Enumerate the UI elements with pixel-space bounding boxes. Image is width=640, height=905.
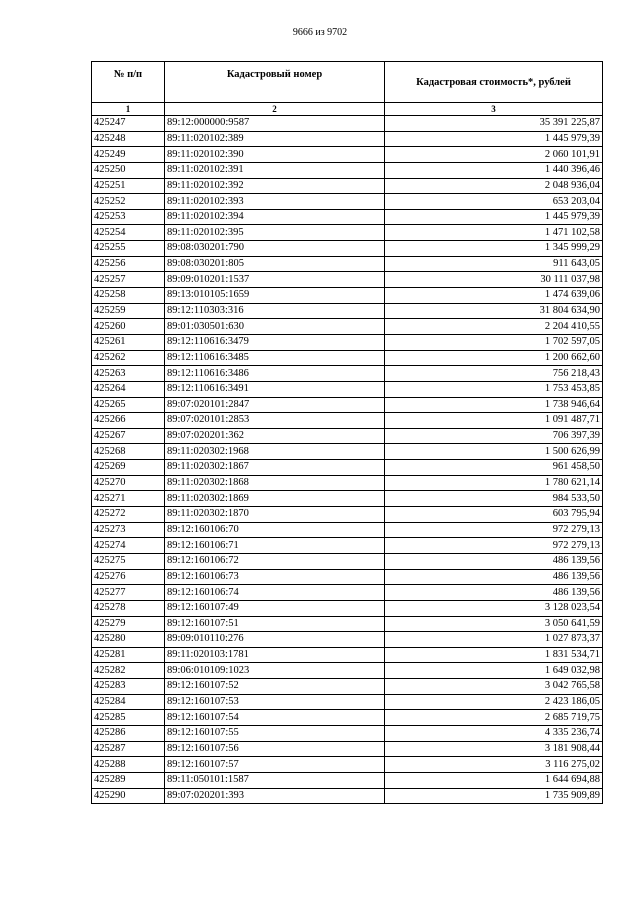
cadastral-value-cell: 3 042 765,58 (385, 679, 603, 695)
cadastral-value-cell: 1 440 396,46 (385, 162, 603, 178)
table-row (92, 585, 603, 601)
row-number-cell: 425267 (92, 428, 165, 444)
cadastral-number-cell: 89:11:020102:390 (165, 147, 385, 163)
cadastral-number-cell: 89:12:110303:316 (165, 303, 385, 319)
cadastral-value-cell: 972 279,13 (385, 538, 603, 554)
table-row (92, 413, 603, 429)
cadastral-number-cell: 89:06:010109:1023 (165, 663, 385, 679)
cadastral-value-cell: 35 391 225,87 (385, 116, 603, 132)
row-number-cell: 425289 (92, 772, 165, 788)
table-row (92, 507, 603, 523)
column-number-1: 1 (92, 103, 165, 116)
column-number-row (92, 103, 603, 116)
cadastral-value-cell: 1 644 694,88 (385, 772, 603, 788)
table-row (92, 241, 603, 257)
cadastral-value-cell: 1 091 487,71 (385, 413, 603, 429)
cadastral-number-cell: 89:11:020102:392 (165, 178, 385, 194)
row-number-cell: 425281 (92, 647, 165, 663)
table-row (92, 116, 603, 132)
row-number-cell: 425256 (92, 256, 165, 272)
cadastral-value-cell: 1 471 102,58 (385, 225, 603, 241)
cadastral-number-cell: 89:11:020302:1869 (165, 491, 385, 507)
row-number-cell: 425269 (92, 460, 165, 476)
table-row (92, 178, 603, 194)
cadastral-number-cell: 89:12:160107:51 (165, 616, 385, 632)
table-row (92, 444, 603, 460)
row-number-cell: 425249 (92, 147, 165, 163)
row-number-cell: 425254 (92, 225, 165, 241)
cadastral-value-cell: 2 685 719,75 (385, 710, 603, 726)
cadastral-number-cell: 89:11:020103:1781 (165, 647, 385, 663)
row-number-cell: 425274 (92, 538, 165, 554)
cadastral-value-cell: 1 200 662,60 (385, 350, 603, 366)
cadastral-value-cell: 756 218,43 (385, 366, 603, 382)
cadastral-number-cell: 89:11:020102:393 (165, 194, 385, 210)
table-row (92, 741, 603, 757)
table-row (92, 663, 603, 679)
row-number-cell: 425283 (92, 679, 165, 695)
row-number-cell: 425248 (92, 131, 165, 147)
cadastral-number-cell: 89:12:110616:3485 (165, 350, 385, 366)
table-row (92, 319, 603, 335)
cadastral-number-cell: 89:12:160107:49 (165, 600, 385, 616)
table-row (92, 491, 603, 507)
row-number-cell: 425266 (92, 413, 165, 429)
row-number-cell: 425284 (92, 694, 165, 710)
cadastral-number-cell: 89:13:010105:1659 (165, 288, 385, 304)
cadastral-number-cell: 89:11:020302:1870 (165, 507, 385, 523)
cadastral-value-cell: 653 203,04 (385, 194, 603, 210)
cadastral-number-cell: 89:12:160107:57 (165, 757, 385, 773)
table-row (92, 334, 603, 350)
row-number-cell: 425268 (92, 444, 165, 460)
row-number-cell: 425253 (92, 209, 165, 225)
table-row (92, 757, 603, 773)
table-row (92, 475, 603, 491)
table-row (92, 350, 603, 366)
cadastral-value-cell: 706 397,39 (385, 428, 603, 444)
cadastral-number-cell: 89:07:020101:2847 (165, 397, 385, 413)
cadastral-number-cell: 89:12:110616:3479 (165, 334, 385, 350)
row-number-cell: 425252 (92, 194, 165, 210)
row-number-cell: 425247 (92, 116, 165, 132)
header-cadastral-number: Кадастровый номер (165, 62, 385, 103)
cadastral-value-cell: 3 116 275,02 (385, 757, 603, 773)
cadastral-value-cell: 1 027 873,37 (385, 632, 603, 648)
table-row (92, 647, 603, 663)
cadastral-number-cell: 89:12:160106:73 (165, 569, 385, 585)
cadastral-number-cell: 89:11:020302:1867 (165, 460, 385, 476)
cadastral-number-cell: 89:11:050101:1587 (165, 772, 385, 788)
table-row (92, 225, 603, 241)
table-row (92, 272, 603, 288)
cadastral-value-cell: 603 795,94 (385, 507, 603, 523)
table-row (92, 288, 603, 304)
table-row (92, 522, 603, 538)
table-row (92, 710, 603, 726)
cadastral-number-cell: 89:12:160106:72 (165, 553, 385, 569)
cadastral-number-cell: 89:12:110616:3486 (165, 366, 385, 382)
cadastral-value-table (91, 61, 603, 804)
row-number-cell: 425285 (92, 710, 165, 726)
table-body (92, 116, 603, 804)
cadastral-value-cell: 1 738 946,64 (385, 397, 603, 413)
table-row (92, 147, 603, 163)
page-number: 9666 из 9702 (292, 27, 348, 38)
cadastral-value-cell: 2 048 936,04 (385, 178, 603, 194)
header-cadastral-value: Кадастровая стоимость*, рублей (385, 62, 603, 103)
table-row (92, 366, 603, 382)
row-number-cell: 425287 (92, 741, 165, 757)
row-number-cell: 425258 (92, 288, 165, 304)
table-row (92, 194, 603, 210)
table-row (92, 553, 603, 569)
cadastral-value-cell: 486 139,56 (385, 553, 603, 569)
cadastral-value-cell: 3 128 023,54 (385, 600, 603, 616)
table-row (92, 616, 603, 632)
cadastral-number-cell: 89:11:020302:1968 (165, 444, 385, 460)
cadastral-value-cell: 984 533,50 (385, 491, 603, 507)
row-number-cell: 425273 (92, 522, 165, 538)
cadastral-number-cell: 89:12:160107:55 (165, 725, 385, 741)
column-number-2: 2 (165, 103, 385, 116)
cadastral-value-cell: 2 423 186,05 (385, 694, 603, 710)
cadastral-value-cell: 1 445 979,39 (385, 209, 603, 225)
header-row-number: № п/п (92, 62, 165, 103)
cadastral-value-cell: 1 831 534,71 (385, 647, 603, 663)
cadastral-number-cell: 89:11:020102:391 (165, 162, 385, 178)
table-row (92, 131, 603, 147)
cadastral-value-cell: 972 279,13 (385, 522, 603, 538)
cadastral-number-cell: 89:09:010201:1537 (165, 272, 385, 288)
row-number-cell: 425290 (92, 788, 165, 804)
cadastral-number-cell: 89:07:020201:393 (165, 788, 385, 804)
row-number-cell: 425275 (92, 553, 165, 569)
cadastral-value-cell: 3 050 641,59 (385, 616, 603, 632)
cadastral-number-cell: 89:12:160107:53 (165, 694, 385, 710)
cadastral-value-cell: 2 204 410,55 (385, 319, 603, 335)
cadastral-number-cell: 89:12:160107:56 (165, 741, 385, 757)
cadastral-number-cell: 89:11:020302:1868 (165, 475, 385, 491)
row-number-cell: 425288 (92, 757, 165, 773)
row-number-cell: 425261 (92, 334, 165, 350)
row-number-cell: 425265 (92, 397, 165, 413)
table-row (92, 679, 603, 695)
cadastral-number-cell: 89:12:000000:9587 (165, 116, 385, 132)
cadastral-value-cell: 2 060 101,91 (385, 147, 603, 163)
table-row (92, 725, 603, 741)
cadastral-number-cell: 89:11:020102:389 (165, 131, 385, 147)
cadastral-value-cell: 1 753 453,85 (385, 381, 603, 397)
row-number-cell: 425280 (92, 632, 165, 648)
table-row (92, 569, 603, 585)
cadastral-number-cell: 89:12:110616:3491 (165, 381, 385, 397)
cadastral-number-cell: 89:08:030201:790 (165, 241, 385, 257)
cadastral-value-cell: 1 500 626,99 (385, 444, 603, 460)
cadastral-value-cell: 486 139,56 (385, 569, 603, 585)
row-number-cell: 425257 (92, 272, 165, 288)
table-row (92, 694, 603, 710)
row-number-cell: 425282 (92, 663, 165, 679)
table-row (92, 209, 603, 225)
row-number-cell: 425270 (92, 475, 165, 491)
row-number-cell: 425271 (92, 491, 165, 507)
row-number-cell: 425255 (92, 241, 165, 257)
cadastral-value-cell: 4 335 236,74 (385, 725, 603, 741)
cadastral-number-cell: 89:11:020102:395 (165, 225, 385, 241)
table-row (92, 303, 603, 319)
row-number-cell: 425286 (92, 725, 165, 741)
row-number-cell: 425250 (92, 162, 165, 178)
cadastral-number-cell: 89:12:160106:74 (165, 585, 385, 601)
cadastral-number-cell: 89:12:160107:52 (165, 679, 385, 695)
cadastral-number-cell: 89:07:020101:2853 (165, 413, 385, 429)
table-row (92, 460, 603, 476)
cadastral-number-cell: 89:07:020201:362 (165, 428, 385, 444)
cadastral-value-cell: 31 804 634,90 (385, 303, 603, 319)
cadastral-value-cell: 1 649 032,98 (385, 663, 603, 679)
column-number-3: 3 (385, 103, 603, 116)
table-row (92, 632, 603, 648)
table-row (92, 538, 603, 554)
table-row (92, 428, 603, 444)
cadastral-number-cell: 89:12:160106:70 (165, 522, 385, 538)
table-row (92, 256, 603, 272)
table-row (92, 772, 603, 788)
row-number-cell: 425260 (92, 319, 165, 335)
cadastral-value-cell: 911 643,05 (385, 256, 603, 272)
row-number-cell: 425264 (92, 381, 165, 397)
table-row (92, 397, 603, 413)
table-row (92, 381, 603, 397)
cadastral-value-cell: 3 181 908,44 (385, 741, 603, 757)
table-row (92, 788, 603, 804)
row-number-cell: 425251 (92, 178, 165, 194)
cadastral-number-cell: 89:01:030501:630 (165, 319, 385, 335)
table-header-row (92, 62, 603, 103)
row-number-cell: 425259 (92, 303, 165, 319)
cadastral-value-cell: 1 474 639,06 (385, 288, 603, 304)
cadastral-value-cell: 30 111 037,98 (385, 272, 603, 288)
cadastral-number-cell: 89:12:160107:54 (165, 710, 385, 726)
cadastral-number-cell: 89:12:160106:71 (165, 538, 385, 554)
row-number-cell: 425263 (92, 366, 165, 382)
row-number-cell: 425278 (92, 600, 165, 616)
cadastral-value-cell: 1 780 621,14 (385, 475, 603, 491)
row-number-cell: 425272 (92, 507, 165, 523)
table-row (92, 600, 603, 616)
cadastral-value-cell: 1 702 597,05 (385, 334, 603, 350)
cadastral-number-cell: 89:09:010110:276 (165, 632, 385, 648)
row-number-cell: 425277 (92, 585, 165, 601)
cadastral-value-cell: 486 139,56 (385, 585, 603, 601)
cadastral-number-cell: 89:08:030201:805 (165, 256, 385, 272)
row-number-cell: 425276 (92, 569, 165, 585)
cadastral-value-cell: 961 458,50 (385, 460, 603, 476)
cadastral-value-cell: 1 735 909,89 (385, 788, 603, 804)
row-number-cell: 425262 (92, 350, 165, 366)
row-number-cell: 425279 (92, 616, 165, 632)
cadastral-value-cell: 1 345 999,29 (385, 241, 603, 257)
cadastral-value-cell: 1 445 979,39 (385, 131, 603, 147)
table-row (92, 162, 603, 178)
cadastral-number-cell: 89:11:020102:394 (165, 209, 385, 225)
